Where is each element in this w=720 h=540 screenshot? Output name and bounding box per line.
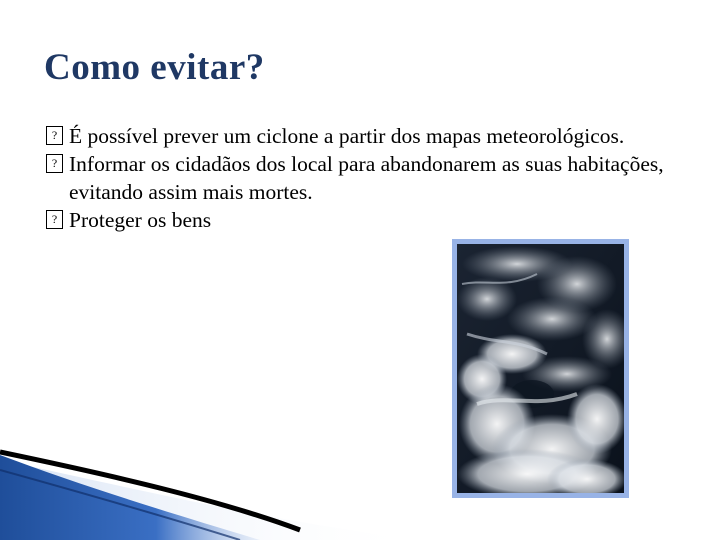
slide-title: Como evitar? — [44, 47, 265, 88]
bullet-item — [46, 206, 686, 234]
bullet-marker-icon: ? — [46, 126, 63, 145]
decorative-swoosh — [0, 400, 720, 540]
bullet-marker-icon: ? — [46, 210, 63, 229]
bullet-marker-icon: ? — [46, 154, 63, 173]
bullet-text: Proteger os bens — [69, 208, 212, 232]
bullet-text: É possível prever um ciclone a partir dos mapas meteorológicos. — [69, 124, 625, 148]
bullet-text: Informar os cidadãos dos local para abandonarem as suas habitações, evitando assim mais mortes. — [69, 152, 664, 204]
bullet-item — [46, 122, 686, 150]
bullet-item — [46, 150, 686, 206]
bullet-list — [46, 122, 686, 234]
